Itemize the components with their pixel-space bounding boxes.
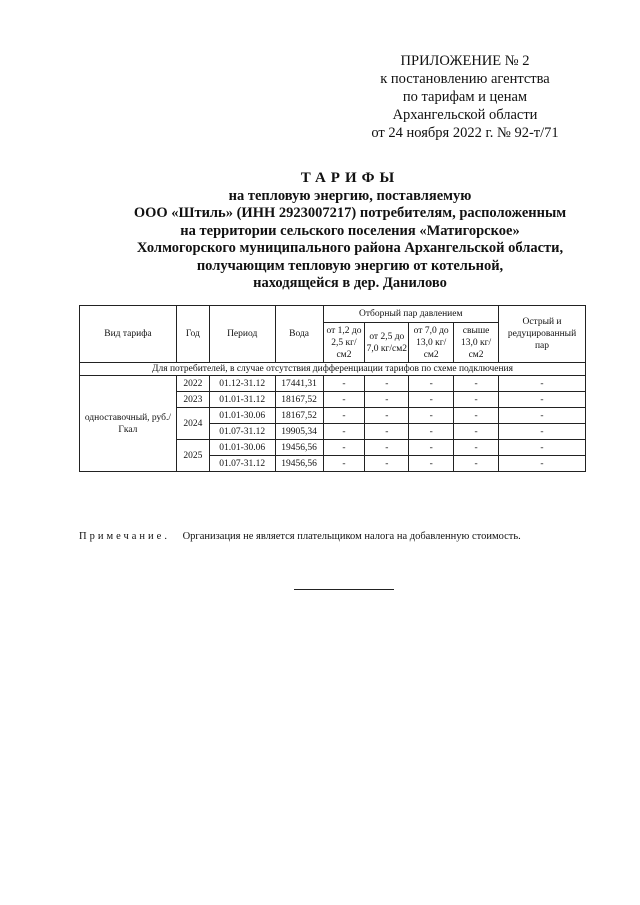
water-cell: 18167,52 (275, 392, 323, 408)
section-note: Для потребителей, в случае отсутствия дифференциации тарифов по схеме подключения (80, 363, 586, 376)
dash-cell: - (365, 456, 409, 472)
dash-cell: - (409, 424, 454, 440)
dash-cell: - (323, 392, 365, 408)
water-cell: 17441,31 (275, 376, 323, 392)
header-sharp-steam: Острый и редуцированный пар (499, 306, 586, 363)
dash-cell: - (409, 408, 454, 424)
dash-cell: - (499, 424, 586, 440)
dash-cell: - (365, 440, 409, 456)
header-tariff-type: Вид тарифа (80, 306, 177, 363)
header-pressure: свыше 13,0 кг/см2 (454, 323, 499, 363)
dash-cell: - (499, 408, 586, 424)
table-row (80, 376, 586, 392)
dash-cell: - (499, 440, 586, 456)
document-title (100, 170, 600, 293)
dash-cell: - (499, 392, 586, 408)
dash-cell: - (454, 376, 499, 392)
year-cell: 2025 (176, 440, 209, 472)
footnote (79, 531, 521, 542)
dash-cell: - (454, 392, 499, 408)
tariff-label: одноставочный, руб./Гкал (80, 376, 177, 472)
dash-cell: - (365, 392, 409, 408)
footnote-label: Примечание. (79, 531, 170, 542)
dash-cell: - (454, 424, 499, 440)
period-cell: 01.07-31.12 (209, 424, 275, 440)
water-cell: 19456,56 (275, 456, 323, 472)
title-line: находящейся в дер. Данилово (253, 275, 447, 291)
header-period: Период (209, 306, 275, 363)
header-year: Год (176, 306, 209, 363)
header-pressure: от 2,5 до 7,0 кг/см2 (365, 323, 409, 363)
header-steam: Отборный пар давлением (323, 306, 498, 323)
header-pressure: от 1,2 до 2,5 кг/см2 (323, 323, 365, 363)
year-cell: 2023 (176, 392, 209, 408)
title-line: Холмогорского муниципального района Архангельской области, (136, 240, 564, 256)
dash-cell: - (365, 424, 409, 440)
period-cell: 01.01-31.12 (209, 392, 275, 408)
appendix-title: ПРИЛОЖЕНИЕ № 2 (400, 53, 530, 69)
period-cell: 01.07-31.12 (209, 456, 275, 472)
period-cell: 01.01-30.06 (209, 440, 275, 456)
dash-cell: - (365, 408, 409, 424)
year-cell: 2022 (176, 376, 209, 392)
period-cell: 01.12-31.12 (209, 376, 275, 392)
appendix-line: Архангельской области (392, 107, 538, 123)
water-cell: 18167,52 (275, 408, 323, 424)
header-pressure: от 7,0 до 13,0 кг/см2 (409, 323, 454, 363)
dash-cell: - (409, 392, 454, 408)
appendix-date: от 24 ноября 2022 г. № 92-т/71 (371, 125, 559, 141)
dash-cell: - (323, 424, 365, 440)
water-cell: 19905,34 (275, 424, 323, 440)
dash-cell: - (454, 408, 499, 424)
dash-cell: - (499, 376, 586, 392)
appendix-line: по тарифам и ценам (402, 89, 528, 105)
dash-cell: - (454, 440, 499, 456)
year-cell: 2024 (176, 408, 209, 440)
title-heading: ТАРИФЫ (300, 170, 400, 186)
title-line: ООО «Штиль» (ИНН 2923007217) потребителям, расположенным (133, 205, 567, 221)
water-cell: 19456,56 (275, 440, 323, 456)
dash-cell: - (323, 376, 365, 392)
dash-cell: - (409, 440, 454, 456)
dash-cell: - (409, 376, 454, 392)
title-line: получающим тепловую энергию от котельной, (196, 257, 504, 274)
appendix-header (355, 52, 575, 142)
header-water: Вода (275, 306, 323, 363)
dash-cell: - (499, 456, 586, 472)
period-cell: 01.01-30.06 (209, 408, 275, 424)
title-line: на тепловую энергию, поставляемую (228, 187, 472, 204)
dash-cell: - (323, 456, 365, 472)
dash-cell: - (323, 440, 365, 456)
footnote-text: Организация не является плательщиком налога на добавленную стоимость. (182, 531, 521, 542)
dash-cell: - (454, 456, 499, 472)
tariff-table (79, 305, 586, 472)
dash-cell: - (323, 408, 365, 424)
appendix-line: к постановлению агентства (380, 71, 550, 87)
dash-cell: - (365, 376, 409, 392)
dash-cell: - (409, 456, 454, 472)
closing-rule (294, 589, 394, 590)
title-line: на территории сельского поселения «Матигорское» (180, 222, 520, 239)
